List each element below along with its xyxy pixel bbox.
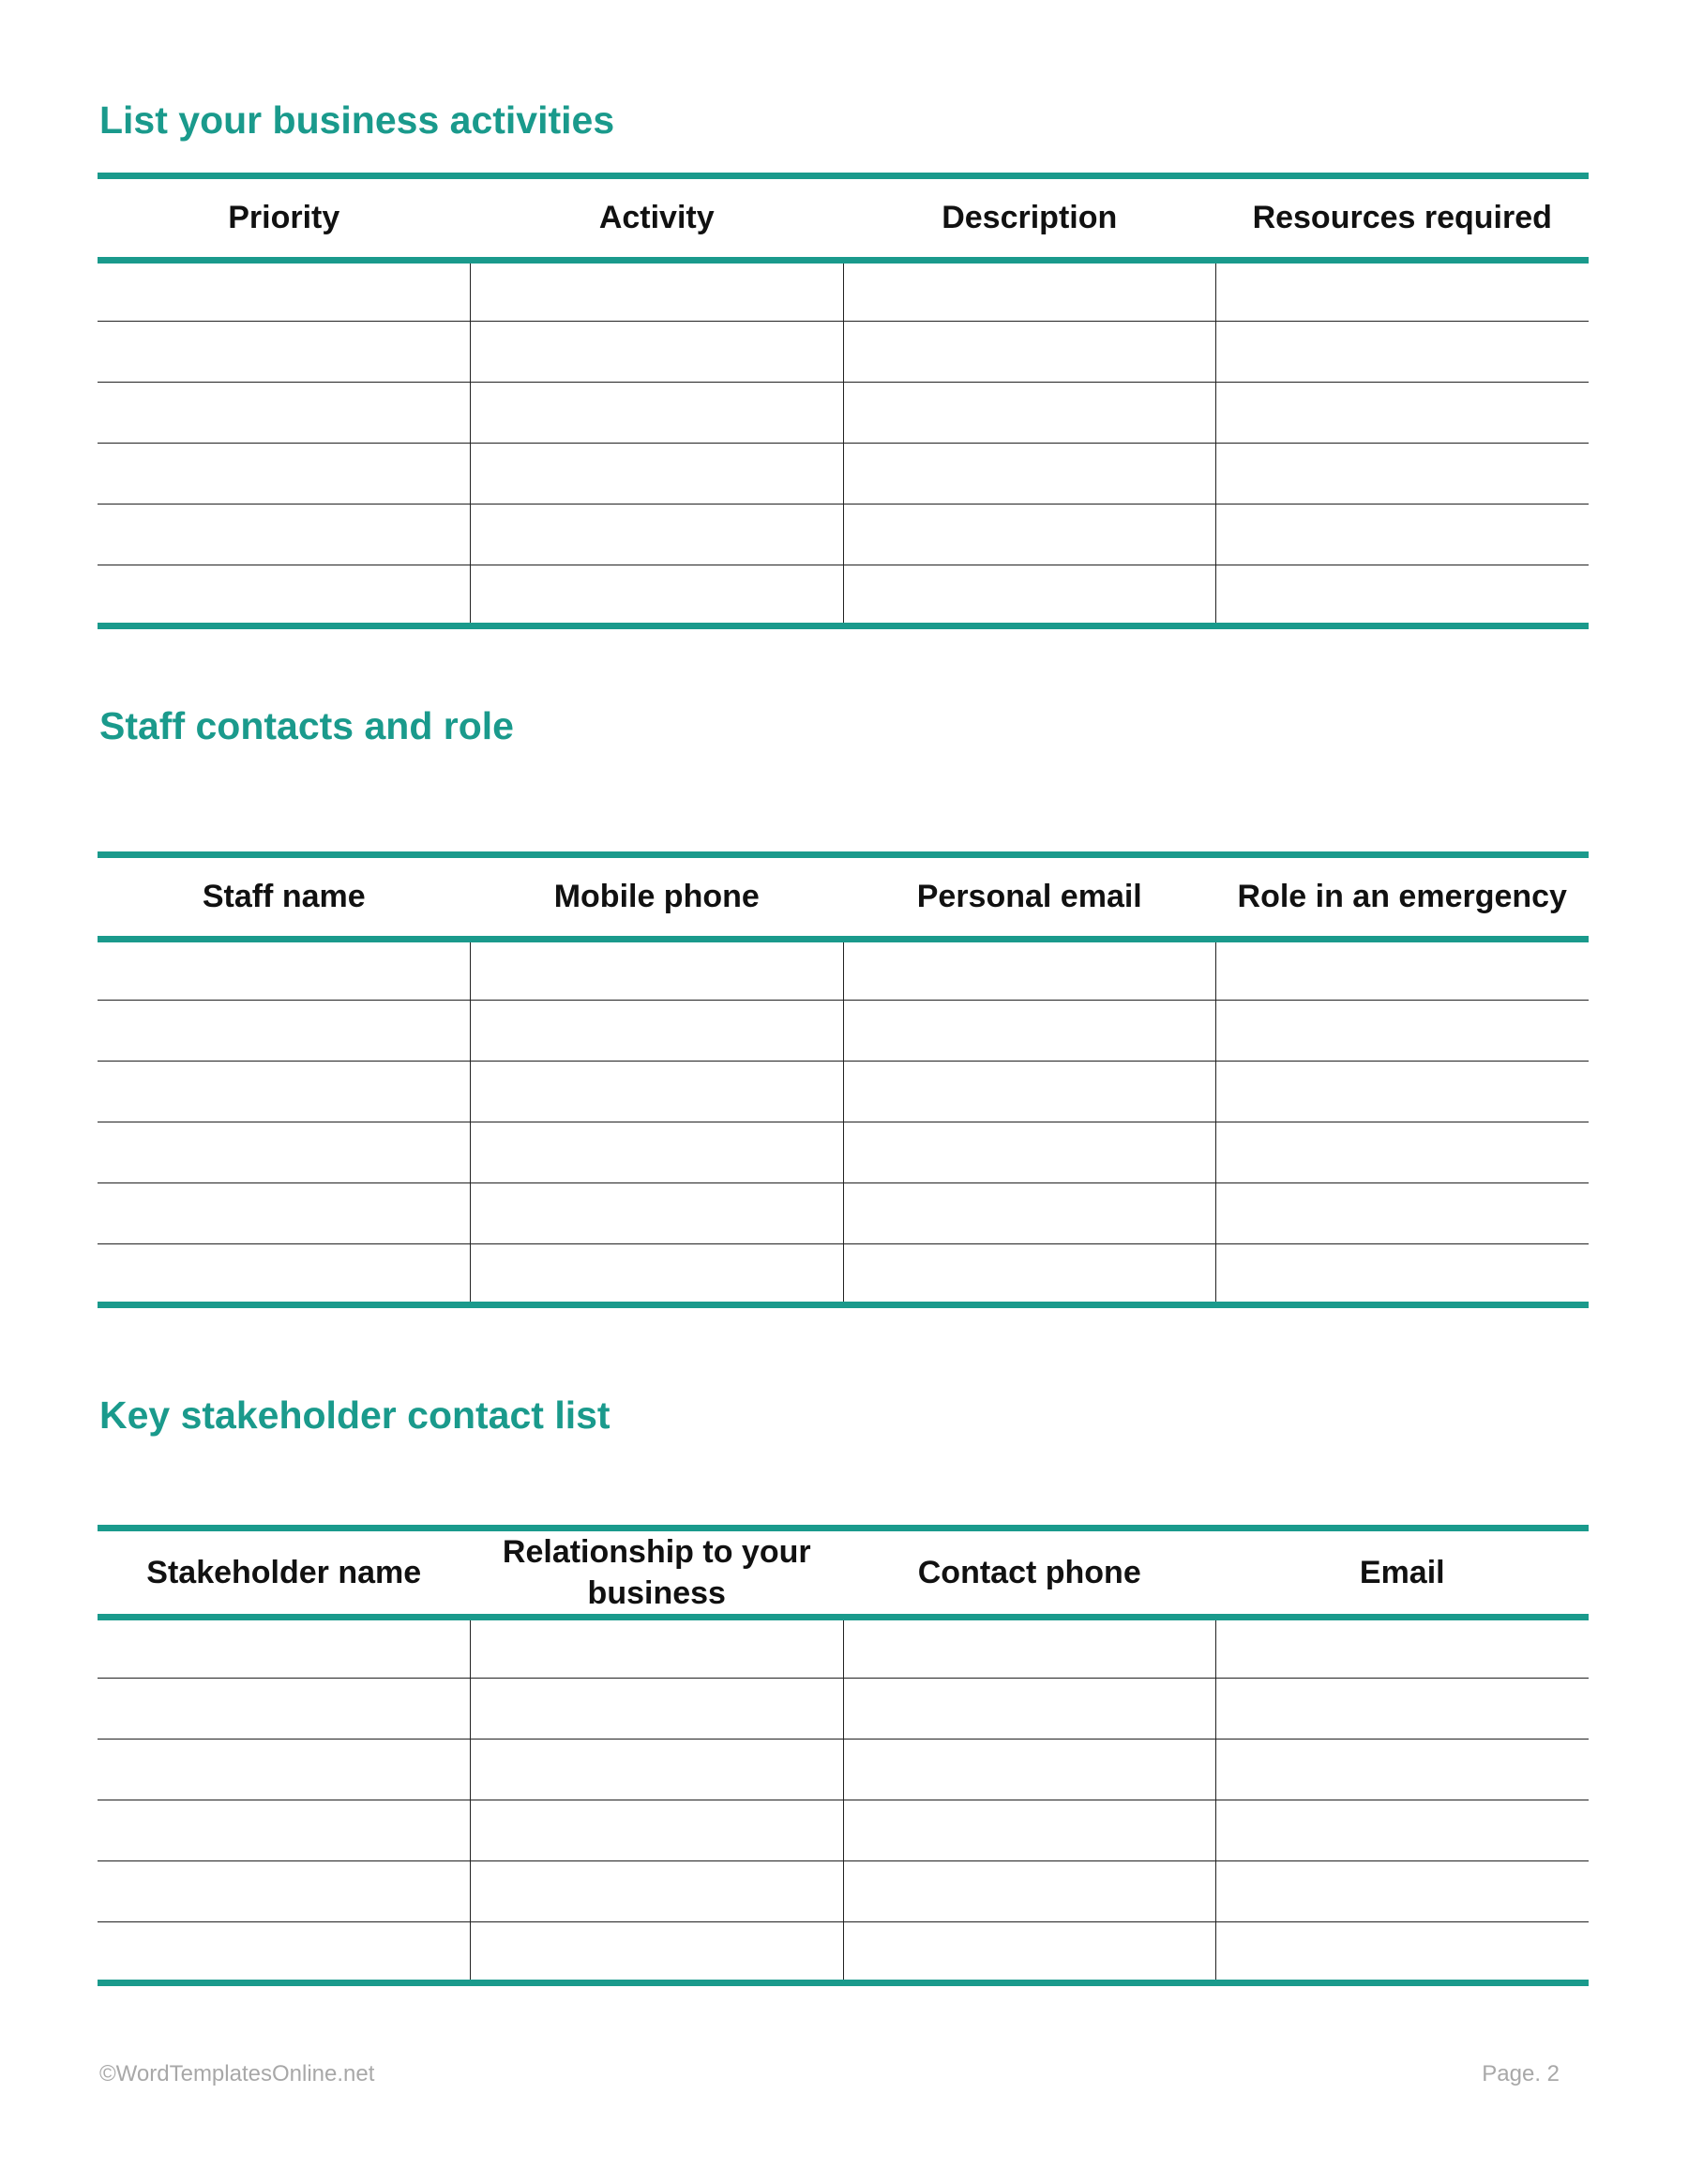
table-row <box>98 383 1589 444</box>
column-header: Staff name <box>98 855 471 940</box>
column-header: Role in an emergency <box>1216 855 1590 940</box>
table-cell[interactable] <box>471 940 844 1001</box>
table-cell[interactable] <box>98 1001 471 1062</box>
table-cell[interactable] <box>843 322 1216 383</box>
table-cell[interactable] <box>1216 1122 1590 1183</box>
table-row <box>98 444 1589 505</box>
table-header-row <box>98 855 1589 940</box>
table-row <box>98 261 1589 322</box>
table-cell[interactable] <box>471 1679 844 1740</box>
table-cell[interactable] <box>471 1861 844 1922</box>
table-cell[interactable] <box>98 1861 471 1922</box>
table-cell[interactable] <box>471 1122 844 1183</box>
table-cell[interactable] <box>98 565 471 626</box>
footer-page-number: Page. 2 <box>1482 2061 1560 2086</box>
column-header: Contact phone <box>843 1529 1216 1618</box>
table-cell[interactable] <box>843 444 1216 505</box>
table-cell[interactable] <box>843 1922 1216 1983</box>
table-cell[interactable] <box>98 1244 471 1305</box>
table-cell[interactable] <box>1216 1800 1590 1861</box>
table-cell[interactable] <box>843 565 1216 626</box>
staff-contacts-table <box>98 851 1589 1308</box>
table-cell[interactable] <box>843 261 1216 322</box>
table-cell[interactable] <box>1216 1740 1590 1800</box>
table-cell[interactable] <box>471 261 844 322</box>
table-cell[interactable] <box>471 444 844 505</box>
section-title-business-activities: List your business activities <box>99 98 615 142</box>
table-header-row <box>98 176 1589 261</box>
table-cell[interactable] <box>1216 383 1590 444</box>
table-cell[interactable] <box>98 1618 471 1679</box>
table-cell[interactable] <box>98 505 471 565</box>
table-cell[interactable] <box>471 1244 844 1305</box>
table-cell[interactable] <box>843 1800 1216 1861</box>
table-header-row <box>98 1529 1589 1618</box>
table-cell[interactable] <box>471 1740 844 1800</box>
table-row <box>98 1679 1589 1740</box>
stakeholder-contacts-table <box>98 1525 1589 1986</box>
table-row <box>98 1861 1589 1922</box>
table-cell[interactable] <box>471 1618 844 1679</box>
table-cell[interactable] <box>98 383 471 444</box>
table-cell[interactable] <box>98 1800 471 1861</box>
table-row <box>98 1922 1589 1983</box>
table-cell[interactable] <box>98 261 471 322</box>
table-cell[interactable] <box>1216 261 1590 322</box>
table-cell[interactable] <box>843 1122 1216 1183</box>
table-cell[interactable] <box>843 1001 1216 1062</box>
table-cell[interactable] <box>1216 1922 1590 1983</box>
table-cell[interactable] <box>471 565 844 626</box>
table-cell[interactable] <box>843 1183 1216 1244</box>
table-cell[interactable] <box>1216 1861 1590 1922</box>
table-cell[interactable] <box>471 1062 844 1122</box>
table-cell[interactable] <box>471 1001 844 1062</box>
column-header: Resources required <box>1216 176 1590 261</box>
table-row <box>98 1062 1589 1122</box>
section-title-staff-contacts: Staff contacts and role <box>99 704 514 747</box>
section-title-key-stakeholders: Key stakeholder contact list <box>99 1393 610 1437</box>
table-cell[interactable] <box>98 322 471 383</box>
table-cell[interactable] <box>98 1679 471 1740</box>
table-cell[interactable] <box>843 383 1216 444</box>
table-row <box>98 940 1589 1001</box>
table-cell[interactable] <box>1216 505 1590 565</box>
table-row <box>98 1122 1589 1183</box>
table-cell[interactable] <box>1216 1062 1590 1122</box>
column-header: Description <box>843 176 1216 261</box>
table-cell[interactable] <box>843 1740 1216 1800</box>
table-row <box>98 1800 1589 1861</box>
column-header: Email <box>1216 1529 1590 1618</box>
table-cell[interactable] <box>98 444 471 505</box>
table-cell[interactable] <box>471 1800 844 1861</box>
table-row <box>98 1244 1589 1305</box>
table-cell[interactable] <box>843 940 1216 1001</box>
table-cell[interactable] <box>1216 322 1590 383</box>
table-row <box>98 1183 1589 1244</box>
footer-copyright: ©WordTemplatesOnline.net <box>99 2061 375 2086</box>
table-cell[interactable] <box>1216 1244 1590 1305</box>
table-cell[interactable] <box>843 1679 1216 1740</box>
table-cell[interactable] <box>1216 565 1590 626</box>
table-cell[interactable] <box>843 1861 1216 1922</box>
table-cell[interactable] <box>471 1922 844 1983</box>
table-cell[interactable] <box>98 1183 471 1244</box>
table-cell[interactable] <box>1216 940 1590 1001</box>
table-cell[interactable] <box>843 1062 1216 1122</box>
table-cell[interactable] <box>1216 1618 1590 1679</box>
table-cell[interactable] <box>98 1922 471 1983</box>
table-cell[interactable] <box>98 1062 471 1122</box>
column-header: Mobile phone <box>471 855 844 940</box>
table-cell[interactable] <box>1216 1679 1590 1740</box>
table-row <box>98 1618 1589 1679</box>
table-cell[interactable] <box>98 940 471 1001</box>
table-cell[interactable] <box>1216 1001 1590 1062</box>
business-activities-table <box>98 173 1589 629</box>
column-header: Relationship to your business <box>471 1529 844 1618</box>
table-row <box>98 1001 1589 1062</box>
table-row <box>98 1740 1589 1800</box>
table-cell[interactable] <box>1216 444 1590 505</box>
table-cell[interactable] <box>471 1183 844 1244</box>
column-header: Stakeholder name <box>98 1529 471 1618</box>
column-header: Priority <box>98 176 471 261</box>
table-cell[interactable] <box>98 1740 471 1800</box>
column-header: Activity <box>471 176 844 261</box>
column-header: Personal email <box>843 855 1216 940</box>
table-cell[interactable] <box>471 383 844 444</box>
table-cell[interactable] <box>471 322 844 383</box>
table-cell[interactable] <box>843 1244 1216 1305</box>
table-cell[interactable] <box>1216 1183 1590 1244</box>
table-cell[interactable] <box>843 1618 1216 1679</box>
table-cell[interactable] <box>843 505 1216 565</box>
table-row <box>98 565 1589 626</box>
table-row <box>98 322 1589 383</box>
table-cell[interactable] <box>98 1122 471 1183</box>
table-cell[interactable] <box>471 505 844 565</box>
table-row <box>98 505 1589 565</box>
